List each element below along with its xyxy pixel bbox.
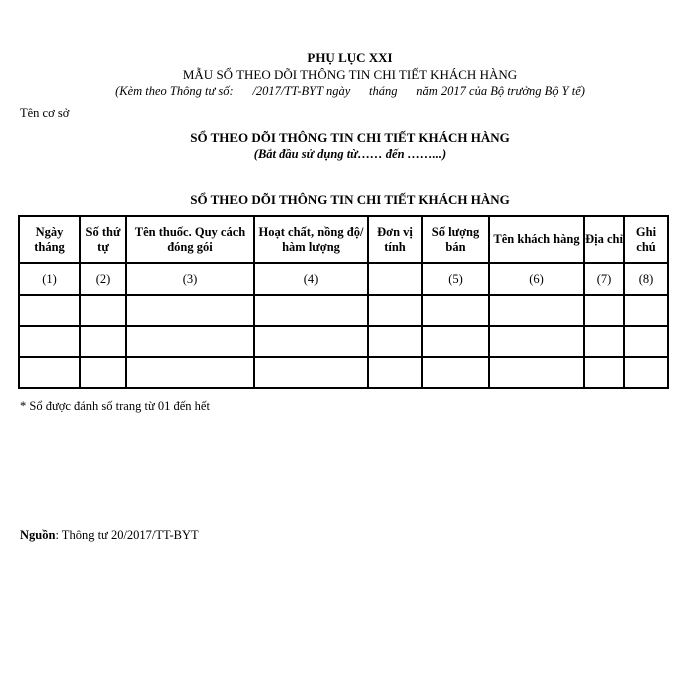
table-cell — [254, 326, 368, 357]
table-row — [19, 295, 668, 326]
table-cell — [624, 357, 668, 388]
table-cell — [19, 357, 80, 388]
column-number: (1) — [19, 263, 80, 295]
source-label: Nguồn — [20, 528, 56, 542]
column-header-unit: Đơn vị tính — [368, 216, 422, 263]
table-cell — [368, 326, 422, 357]
table-cell — [126, 295, 254, 326]
table-cell — [126, 357, 254, 388]
attached-circular-note: (Kèm theo Thông tư số: /2017/TT-BYT ngày tháng năm 2017 của Bộ trưởng Bộ Y tế) — [115, 84, 585, 98]
column-header-active-ingredient: Hoạt chất, nồng độ/ hàm lượng — [254, 216, 368, 263]
table-cell — [489, 357, 584, 388]
table-cell — [80, 357, 126, 388]
table-cell — [422, 357, 489, 388]
column-header-customer-name: Tên khách hàng — [489, 216, 584, 263]
column-header-notes: Ghi chú — [624, 216, 668, 263]
table-cell — [254, 357, 368, 388]
column-header-drug-name: Tên thuốc. Quy cách đóng gói — [126, 216, 254, 263]
book-title: SỔ THEO DÕI THÔNG TIN CHI TIẾT KHÁCH HÀNG — [190, 130, 510, 145]
table-title: SỔ THEO DÕI THÔNG TIN CHI TIẾT KHÁCH HÀNG — [190, 192, 510, 207]
table-cell — [368, 357, 422, 388]
header-row — [19, 216, 668, 263]
table-cell — [489, 295, 584, 326]
table-cell — [584, 295, 624, 326]
column-header-date: Ngày tháng — [19, 216, 80, 263]
table-cell — [422, 326, 489, 357]
form-name: MẪU SỔ THEO DÕI THÔNG TIN CHI TIẾT KHÁCH HÀNG — [182, 67, 518, 82]
source-line — [20, 528, 199, 543]
appendix-title: PHỤ LỤC XXI — [307, 50, 393, 65]
column-number-row — [19, 263, 668, 295]
column-number: (8) — [624, 263, 668, 295]
table-cell — [80, 326, 126, 357]
page-numbering-note: * Sổ được đánh số trang từ 01 đến hết — [20, 399, 210, 413]
table-cell — [624, 295, 668, 326]
source-text: : Thông tư 20/2017/TT-BYT — [55, 528, 199, 542]
table-row — [19, 326, 668, 357]
table-cell — [368, 295, 422, 326]
column-number: (7) — [584, 263, 624, 295]
column-header-order-number: Số thứ tự — [80, 216, 126, 263]
column-header-address: Địa chỉ — [584, 216, 624, 263]
column-number: (2) — [80, 263, 126, 295]
column-number: (3) — [126, 263, 254, 295]
facility-label: Tên cơ sở — [20, 106, 70, 120]
table-cell — [254, 295, 368, 326]
column-number: (6) — [489, 263, 584, 295]
column-number: (4) — [254, 263, 368, 295]
table-cell — [584, 357, 624, 388]
table-cell — [489, 326, 584, 357]
column-number: (5) — [422, 263, 489, 295]
customer-ledger-table — [18, 215, 669, 389]
table-cell — [624, 326, 668, 357]
table-row — [19, 357, 668, 388]
usage-period: (Bắt đầu sử dụng từ…… đến ……...) — [253, 147, 447, 161]
table-cell — [80, 295, 126, 326]
table-cell — [126, 326, 254, 357]
column-number — [368, 263, 422, 295]
table-cell — [19, 326, 80, 357]
table-cell — [422, 295, 489, 326]
table-cell — [19, 295, 80, 326]
column-header-quantity-sold: Số lượng bán — [422, 216, 489, 263]
table-cell — [584, 326, 624, 357]
